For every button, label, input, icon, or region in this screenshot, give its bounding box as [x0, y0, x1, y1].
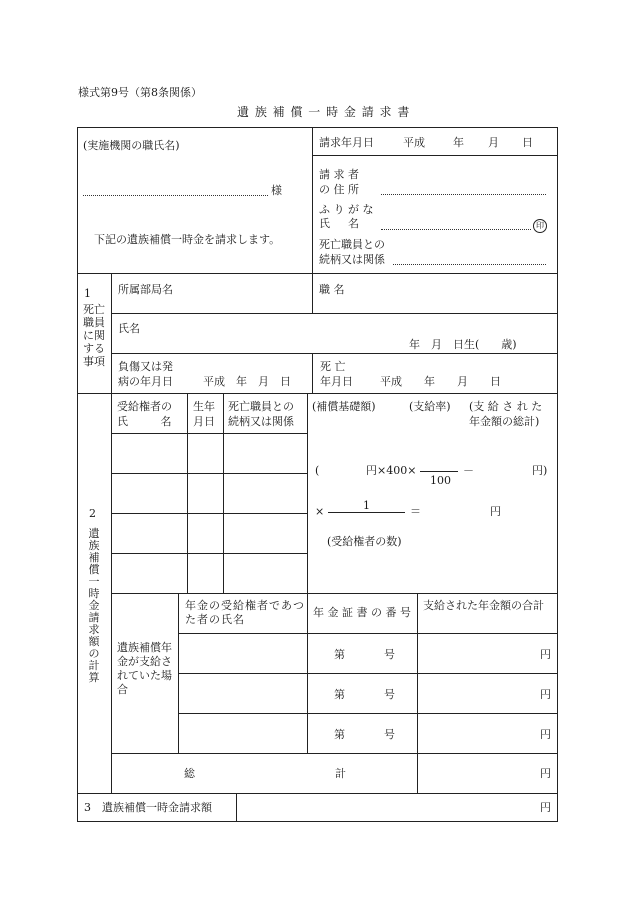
section1-row2-line [111, 353, 557, 354]
col-birth-2: 月日 [193, 415, 215, 428]
injury-date: 平成 年 月 日 [203, 375, 291, 388]
cert-prefix-1: 第 [334, 648, 345, 661]
dept-job-divider [312, 273, 313, 313]
calc-rate-label: (支給率) [409, 400, 451, 413]
cert-suffix-2: 号 [384, 688, 395, 701]
relation-label-2: 続柄又は関係 [319, 253, 385, 266]
section3-top [77, 793, 557, 794]
pension-row-1 [178, 633, 557, 634]
section1-label-divider [111, 273, 112, 393]
pension-case-label: 遺族補償年金が支給されていた場合 [117, 641, 172, 696]
cert-prefix-3: 第 [334, 728, 345, 741]
relation-field[interactable] [393, 264, 546, 265]
request-date-month: 月 [488, 136, 499, 149]
injury-label-2: 病の年月日 [118, 375, 173, 388]
frame-left [77, 127, 78, 822]
pension-yen-1: 円 [540, 648, 551, 661]
dept-label: 所属部局名 [118, 283, 173, 296]
section2-top [77, 393, 557, 394]
relation-label-1: 死亡職員との [319, 238, 385, 251]
form-number: 様式第9号（第8条関係） [78, 86, 202, 99]
request-date-year: 年 [453, 136, 464, 149]
sama-label: 様 [271, 184, 282, 197]
institution-field[interactable] [83, 195, 268, 196]
death-date: 平成 年 月 日 [380, 375, 501, 388]
calc-total-label-1: (支 給 さ れ た [469, 400, 543, 413]
birth-date-text: 年 月 日生( 歳) [409, 338, 517, 351]
calc-equals: ＝ [410, 505, 421, 518]
recipient-row-2 [111, 473, 307, 474]
injury-death-divider [312, 353, 313, 393]
claimant-label-1: 請 求 者 [319, 168, 359, 181]
col-birth-1: 生年 [193, 400, 215, 413]
cert-suffix-3: 号 [384, 728, 395, 741]
claimant-name-label: 氏 名 [319, 217, 359, 230]
section2-label: 遺族補償一時金請求額の計算 [88, 527, 100, 684]
calc-left [307, 393, 308, 753]
section3-divider [236, 793, 237, 821]
section3-label: 3 遺族補償一時金請求額 [84, 801, 212, 814]
calc-count-label: (受給権者の数) [327, 535, 402, 548]
pension-col-total: 支給された年金額の合計 [423, 599, 544, 612]
calc-times: × [315, 505, 325, 518]
section2-number: 2 [89, 507, 96, 520]
header-divider [312, 127, 313, 273]
deceased-name-label: 氏名 [118, 322, 140, 335]
request-text: 下記の遺族補償一時金を請求します。 [94, 233, 281, 246]
frame-top [77, 127, 557, 128]
recipient-row-4 [111, 553, 307, 554]
claimant-name-field[interactable] [381, 229, 531, 230]
grand-total-label-1: 総 [184, 767, 195, 780]
claimant-address-field[interactable] [381, 194, 546, 195]
calc-yen: 円 [490, 505, 501, 518]
col-rel-1: 死亡職員との [228, 400, 294, 413]
page-title: 遺 族 補 償 一 時 金 請 求 書 [237, 105, 411, 119]
death-label-1: 死 亡 [320, 360, 346, 373]
cert-suffix-1: 号 [384, 648, 395, 661]
calc-yen-paren: 円) [532, 464, 548, 477]
pension-col-name: 年金の受給権者であつた者の氏名 [185, 599, 305, 626]
calc-open-paren: ( [315, 464, 320, 477]
col-birth-left [187, 393, 188, 593]
calc-count-bar [328, 512, 405, 513]
cert-prefix-2: 第 [334, 688, 345, 701]
injury-label-1: 負傷又は発 [118, 360, 173, 373]
calc-base-label: (補償基礎額) [312, 400, 376, 413]
pension-col-cert: 年 金 証 書 の 番 号 [313, 606, 411, 619]
col-rel-2: 続柄又は関係 [228, 415, 294, 428]
pension-yen-2: 円 [540, 688, 551, 701]
col-rel-left [223, 393, 224, 593]
calc-one: 1 [363, 499, 370, 512]
seal-mark: 印 [533, 219, 547, 233]
pension-row-3 [178, 713, 557, 714]
furigana-label: ふ り が な [319, 203, 374, 216]
section1-label: 死亡職員に関する事項 [83, 303, 105, 368]
section1-row1-line [111, 313, 557, 314]
death-label-2: 年月日 [320, 375, 353, 388]
frame-bottom [77, 821, 557, 822]
claimant-label-2: の 住 所 [319, 183, 359, 196]
col-name-2: 氏 名 [117, 415, 172, 428]
section1-number: 1 [84, 287, 91, 300]
request-date-era: 平成 [403, 136, 425, 149]
grand-total-yen: 円 [540, 767, 551, 780]
request-date-label: 請求年月日 [319, 136, 374, 149]
date-row-line [312, 155, 557, 156]
frame-right [557, 127, 558, 822]
calc-total-label-2: 年金額の総計) [469, 415, 540, 428]
recipient-row-3 [111, 513, 307, 514]
calc-formula: 円×400× [366, 464, 417, 477]
section3-yen: 円 [540, 801, 551, 814]
job-label: 職 名 [319, 283, 345, 296]
grand-total-label-2: 計 [335, 767, 346, 780]
total-row-top [111, 753, 557, 754]
pension-row-2 [178, 673, 557, 674]
recipient-row-1 [111, 433, 307, 434]
institution-label: (実施機関の職氏名) [83, 139, 180, 152]
pension-yen-3: 円 [540, 728, 551, 741]
section1-top [77, 273, 557, 274]
calc-denominator: 100 [430, 474, 451, 487]
calc-fraction-bar [420, 471, 458, 472]
request-date-day: 日 [522, 136, 533, 149]
col-name-1: 受給権者の [117, 400, 172, 413]
calc-minus: － [463, 464, 474, 477]
pension-cert-total-divider [417, 593, 418, 793]
